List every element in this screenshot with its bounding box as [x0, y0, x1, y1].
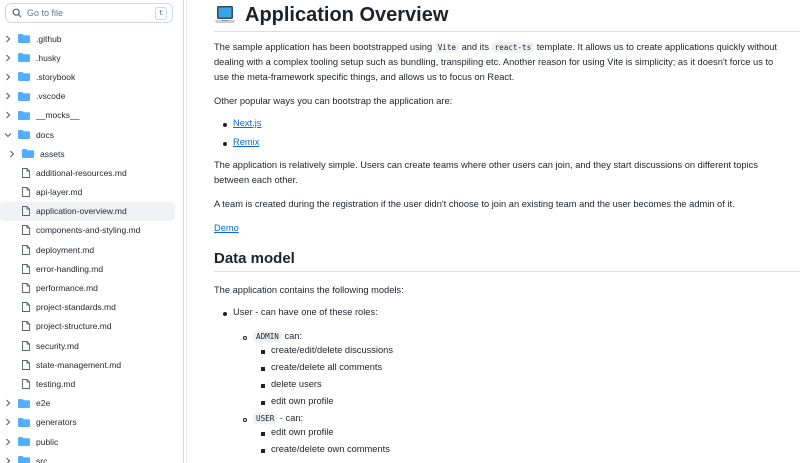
chevron-down-icon [4, 131, 12, 139]
admin-perm: create/edit/delete discussions [271, 345, 393, 355]
chevron-right-icon [4, 457, 12, 463]
intro-paragraph [214, 40, 798, 85]
folder-icon [18, 92, 30, 101]
divider [186, 0, 187, 463]
folder-icon [18, 399, 30, 408]
tree-folder-item[interactable] [0, 394, 183, 413]
tree-item-label: .storybook [36, 71, 76, 82]
search-placeholder: Go to file [27, 8, 64, 18]
folder-icon [18, 437, 30, 446]
link-nextjs[interactable]: Next.js [233, 118, 262, 128]
tree-item-label: application-overview.md [36, 206, 127, 217]
other-ways-text: Other popular ways you can bootstrap the application are: [214, 96, 453, 106]
tree-item-label: __mocks__ [36, 110, 80, 121]
chevron-right-icon [4, 111, 12, 119]
admin-perm: delete users [271, 379, 322, 389]
simple-text: between each other. [214, 175, 298, 185]
file-icon [22, 225, 30, 235]
intro-text: and its [459, 42, 492, 52]
tree-item-label: .vscode [36, 91, 66, 102]
folder-icon [18, 34, 30, 43]
code-react-ts: react-ts [492, 42, 535, 53]
tree-file-item[interactable] [0, 317, 183, 336]
file-tree-sidebar [0, 0, 184, 463]
intro-text: dealing with a complex tooling setup such as bundling, transpiling etc. Another reason for using Vite is simplicity; as it doesn't force us to [214, 57, 774, 67]
bullet [261, 350, 265, 354]
tree-file-item[interactable] [0, 298, 183, 317]
tree-file-item[interactable] [0, 374, 183, 393]
page-title-text: Application Overview [245, 3, 449, 26]
tree-item-label: error-handling.md [36, 263, 104, 274]
tree-folder-item[interactable] [0, 106, 183, 125]
folder-open-icon [18, 130, 30, 139]
tree-folder-item[interactable] [0, 67, 183, 86]
intro-text: The sample application has been bootstrapped using [214, 42, 435, 52]
tree-folder-item[interactable] [0, 125, 183, 144]
file-icon [22, 302, 30, 312]
tree-file-item[interactable] [0, 336, 183, 355]
folder-icon [18, 418, 30, 427]
bullet [223, 123, 227, 127]
chevron-right-icon [4, 418, 12, 426]
tree-folder-item[interactable] [0, 451, 183, 463]
tree-item-label: testing.md [36, 378, 76, 389]
tree-folder-item[interactable] [0, 48, 183, 67]
code-admin: ADMIN [253, 331, 282, 342]
bullet [243, 336, 247, 340]
heading-divider [214, 271, 800, 272]
tree-file-item[interactable] [0, 183, 183, 202]
tree-folder-item[interactable] [0, 87, 183, 106]
code-user: USER [253, 413, 277, 424]
user-perm: edit own profile [271, 427, 334, 437]
tree-file-item[interactable] [0, 163, 183, 182]
user-role-item [253, 413, 303, 423]
tree-file-item[interactable] [0, 355, 183, 374]
bullet [261, 449, 265, 453]
folder-icon [18, 53, 30, 62]
tree-item-label: .github [36, 33, 62, 44]
tree-item-label: security.md [36, 340, 79, 351]
tree-item-label: state-management.md [36, 359, 122, 370]
tree-item-label: additional-resources.md [36, 167, 127, 178]
folder-icon [18, 72, 30, 81]
file-icon [22, 379, 30, 389]
folder-icon [18, 111, 30, 120]
tree-item-label: src [36, 455, 48, 463]
tree-file-item[interactable] [0, 202, 175, 221]
file-icon [22, 283, 30, 293]
models-intro: The application contains the following models: [214, 285, 404, 295]
intro-text: use the meta-framework specific things, and allows us to focus on React. [214, 72, 515, 82]
tree-folder-item[interactable] [0, 144, 183, 163]
link-remix[interactable]: Remix [233, 137, 260, 147]
tree-item-label: assets [40, 148, 65, 159]
team-paragraph: A team is created during the registration if the user didn't choose to join an existing team and the user becomes the admin of it. [214, 199, 735, 209]
tree-folder-item[interactable] [0, 29, 183, 48]
bullet [243, 418, 247, 422]
chevron-right-icon [4, 35, 12, 43]
tree-item-label: docs [36, 129, 54, 140]
bullet [223, 312, 227, 316]
file-icon [22, 187, 30, 197]
admin-perm: edit own profile [271, 396, 334, 406]
file-icon [22, 360, 30, 370]
file-icon [22, 321, 30, 331]
search-shortcut-hint: t [155, 7, 167, 20]
tree-item-label: performance.md [36, 283, 98, 294]
search-icon [12, 8, 22, 18]
chevron-right-icon [8, 150, 16, 158]
user-suffix: - can: [277, 413, 304, 423]
simple-paragraph [214, 158, 798, 188]
tree-file-item[interactable] [0, 259, 183, 278]
markdown-content [214, 0, 800, 463]
tree-item-label: api-layer.md [36, 187, 83, 198]
chevron-right-icon [4, 438, 12, 446]
file-icon [22, 341, 30, 351]
tree-file-item[interactable] [0, 221, 183, 240]
user-model-item: User - can have one of these roles: [233, 307, 378, 317]
file-icon [22, 168, 30, 178]
tree-item-label: project-standards.md [36, 302, 116, 313]
tree-file-item[interactable] [0, 278, 183, 297]
file-tree [0, 29, 183, 463]
tree-item-label: e2e [36, 398, 51, 409]
data-model-heading: Data model [214, 250, 295, 267]
tree-folder-item[interactable] [0, 432, 183, 451]
chevron-right-icon [4, 92, 12, 100]
intro-text: template. It allows us to create applications quickly without [534, 42, 778, 52]
file-icon [22, 245, 30, 255]
tree-item-label: generators [36, 417, 77, 428]
tree-file-item[interactable] [0, 240, 183, 259]
title-divider [214, 31, 800, 32]
bullet [261, 432, 265, 436]
admin-role-item [253, 331, 302, 341]
simple-text: The application is relatively simple. Users can create teams where other users can join, and they start discussions on different topics [214, 160, 758, 170]
file-icon [22, 264, 30, 274]
code-vite: Vite [435, 42, 459, 53]
tree-item-label: project-structure.md [36, 321, 112, 332]
tree-item-label: components-and-styling.md [36, 225, 141, 236]
tree-folder-item[interactable] [0, 413, 183, 432]
folder-icon [18, 456, 30, 463]
laptop-icon [214, 4, 236, 26]
bullet [261, 384, 265, 388]
link-demo[interactable]: Demo [214, 223, 239, 233]
tree-item-label: deployment.md [36, 244, 95, 255]
file-icon [22, 206, 30, 216]
folder-icon [22, 149, 34, 158]
user-perm: create/delete own comments [271, 444, 390, 454]
admin-suffix: can: [281, 331, 303, 341]
tree-item-label: public [36, 436, 59, 447]
chevron-right-icon [4, 399, 12, 407]
bullet [223, 142, 227, 146]
page-title [214, 3, 448, 27]
bullet [261, 401, 265, 405]
go-to-file-search[interactable] [5, 3, 173, 23]
admin-perm: create/delete all comments [271, 362, 383, 372]
tree-item-label: .husky [36, 52, 61, 63]
chevron-right-icon [4, 73, 12, 81]
bullet [261, 367, 265, 371]
chevron-right-icon [4, 54, 12, 62]
